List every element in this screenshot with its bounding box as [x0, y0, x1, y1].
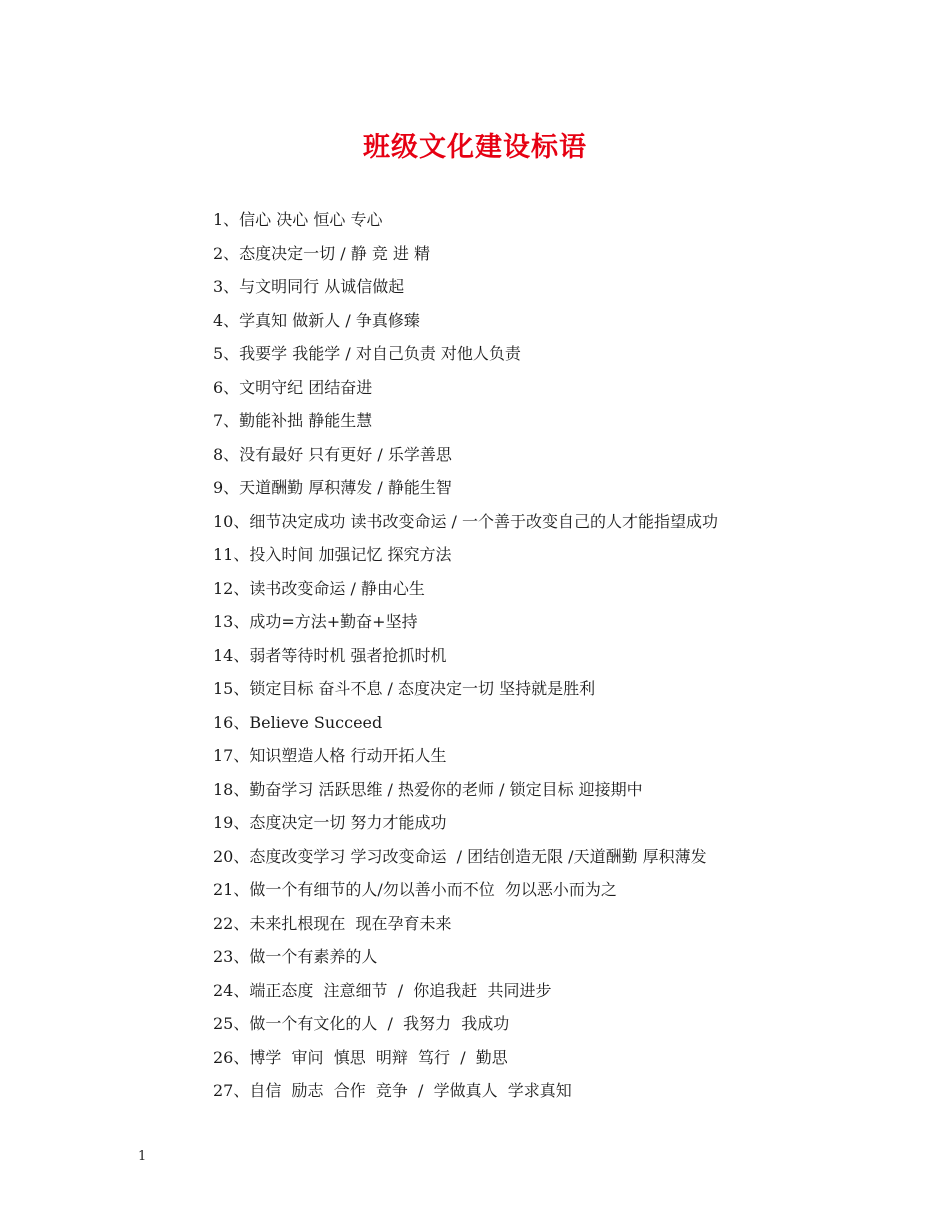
list-item: 14、弱者等待时机 强者抢抓时机 [213, 645, 447, 665]
list-item: 20、态度改变学习 学习改变命运 / 团结创造无限 /天道酬勤 厚积薄发 [213, 846, 707, 866]
list-item: 24、端正态度 注意细节 / 你追我赶 共同进步 [213, 980, 552, 1000]
list-item: 19、态度决定一切 努力才能成功 [213, 813, 447, 832]
list-item: 22、未来扎根现在 现在孕育未来 [213, 913, 452, 933]
list-item: 18、勤奋学习 活跃思维 / 热爱你的老师 / 锁定目标 迎接期中 [213, 779, 643, 799]
list-item: 2、态度决定一切 / 静 竞 进 精 [213, 243, 431, 263]
list-item: 25、做一个有文化的人 / 我努力 我成功 [213, 1014, 510, 1033]
list-item: 16、Believe Succeed [213, 712, 383, 732]
list-item: 27、自信 励志 合作 竞争 / 学做真人 学求真知 [213, 1081, 572, 1100]
list-item: 10、细节决定成功 读书改变命运 / 一个善于改变自己的人才能指望成功 [213, 511, 719, 531]
list-item: 13、成功=方法+勤奋+坚持 [213, 612, 418, 631]
list-item: 3、与文明同行 从诚信做起 [213, 277, 405, 296]
page-number: 1 [138, 1149, 147, 1164]
list-item: 6、文明守纪 团结奋进 [213, 377, 373, 397]
slogan-list [213, 203, 853, 1108]
list-item: 23、做一个有素养的人 [213, 947, 378, 966]
list-item: 4、学真知 做新人 / 争真修臻 [213, 310, 420, 330]
list-item: 8、没有最好 只有更好 / 乐学善思 [213, 444, 452, 464]
list-item: 9、天道酬勤 厚积薄发 / 静能生智 [213, 478, 452, 497]
list-item: 17、知识塑造人格 行动开拓人生 [213, 746, 447, 765]
list-item: 1、信心 决心 恒心 专心 [213, 210, 383, 229]
list-item: 11、投入时间 加强记忆 探究方法 [213, 545, 452, 564]
list-item: 7、勤能补拙 静能生慧 [213, 411, 373, 430]
list-item: 26、博学 审问 慎思 明辩 笃行 / 勤思 [213, 1047, 508, 1067]
list-item: 15、锁定目标 奋斗不息 / 态度决定一切 坚持就是胜利 [213, 679, 596, 698]
list-item: 5、我要学 我能学 / 对自己负责 对他人负责 [213, 344, 521, 363]
list-item: 21、做一个有细节的人/勿以善小而不位 勿以恶小而为之 [213, 880, 617, 899]
document-title: 班级文化建设标语 [363, 132, 587, 163]
list-item: 12、读书改变命运 / 静由心生 [213, 578, 425, 598]
